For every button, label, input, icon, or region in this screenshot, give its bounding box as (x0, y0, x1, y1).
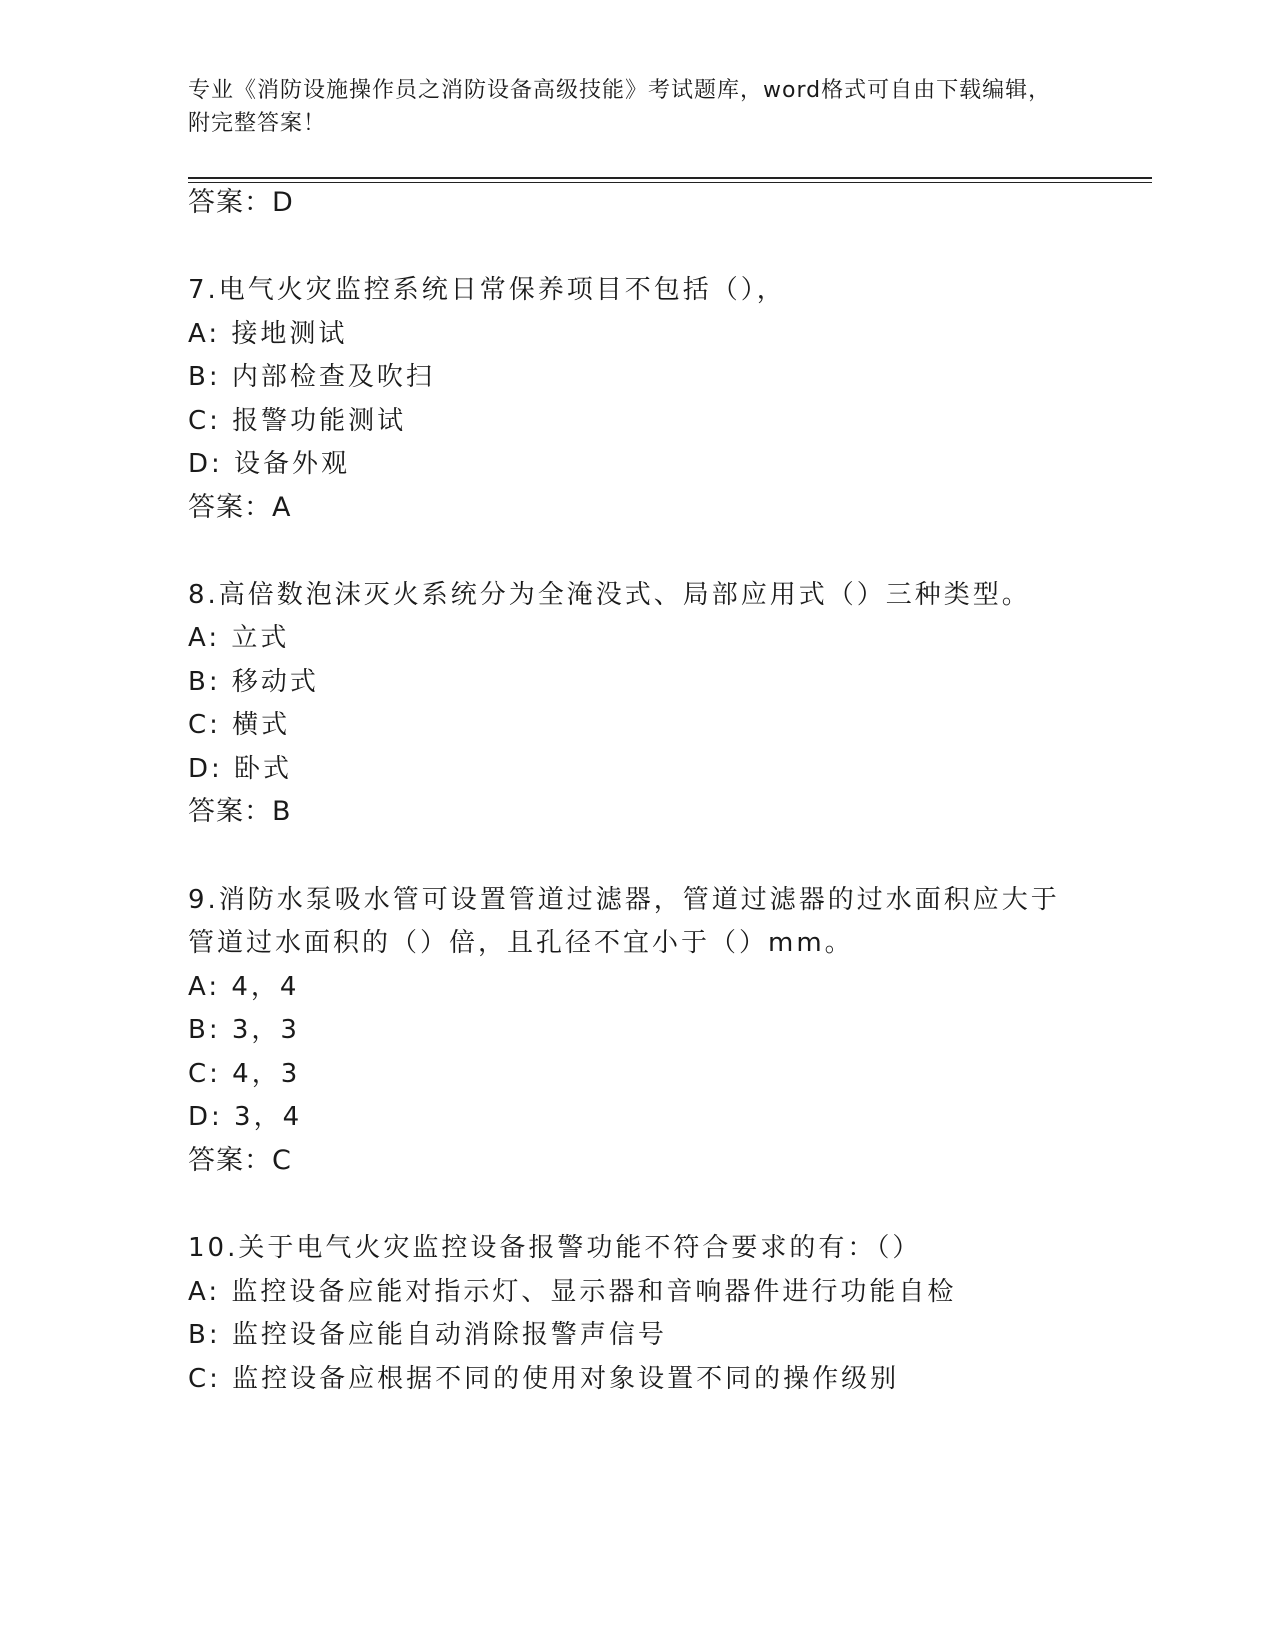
question-9-stem-line1: 9.消防水泵吸水管可设置管道过滤器，管道过滤器的过水面积应大于 (188, 885, 1060, 915)
document-header: 专业《消防设施操作员之消防设备高级技能》考试题库，word格式可自由下载编辑，附完整答案！ (188, 78, 1052, 136)
question-8-option-b: B: 移动式 (188, 667, 319, 697)
answer-prev: 答案：D (188, 187, 294, 218)
question-7-option-d: D: 设备外观 (188, 449, 351, 479)
question-9-stem-line2: 管道过水面积的（）倍，且孔径不宜小于（）mm。 (188, 928, 854, 958)
question-9-answer: 答案：C (188, 1145, 292, 1176)
question-9-option-b: B: 3，3 (188, 1015, 300, 1045)
question-10-option-a: A: 监控设备应能对指示灯、显示器和音响器件进行功能自检 (188, 1277, 957, 1307)
question-9-option-d: D: 3，4 (188, 1102, 303, 1132)
question-7-option-b: B: 内部检查及吹扫 (188, 362, 435, 392)
question-8-option-c: C: 横式 (188, 710, 291, 740)
question-9-option-c: C: 4，3 (188, 1059, 301, 1089)
question-7-option-a: A: 接地测试 (188, 319, 348, 349)
header-divider-thick (188, 177, 1152, 179)
question-8-option-a: A: 立式 (188, 623, 290, 653)
question-8-answer: 答案：B (188, 796, 292, 827)
question-8-stem: 8.高倍数泡沫灭火系统分为全淹没式、局部应用式（）三种类型。 (188, 580, 1031, 610)
question-7-answer: 答案：A (188, 492, 292, 523)
question-7-option-c: C: 报警功能测试 (188, 406, 407, 436)
question-10-option-c: C: 监控设备应根据不同的使用对象设置不同的操作级别 (188, 1364, 900, 1394)
question-10-option-b: B: 监控设备应能自动消除报警声信号 (188, 1320, 667, 1350)
question-7-stem: 7.电气火灾监控系统日常保养项目不包括（）， (188, 275, 786, 305)
question-9-option-a: A: 4，4 (188, 972, 300, 1002)
header-divider-thin (188, 182, 1152, 183)
question-10-stem: 10.关于电气火灾监控设备报警功能不符合要求的有：（） (188, 1233, 922, 1263)
question-8-option-d: D: 卧式 (188, 754, 293, 784)
